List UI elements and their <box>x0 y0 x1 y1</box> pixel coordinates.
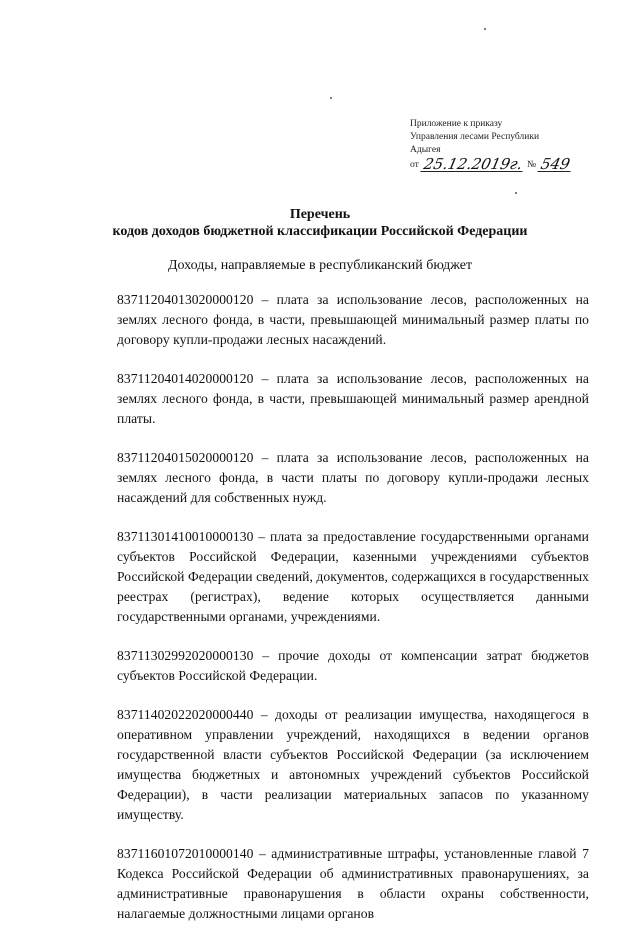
document-title-subtitle: кодов доходов бюджетной классификации Российской Федерации <box>112 224 528 239</box>
annex-date-number <box>410 157 610 172</box>
list-item: 83711204013020000120 – плата за использование лесов, расположенных на землях лесного фонда, в части, превышающей минимальный размер платы по договору купли-продажи лесных насаждений. <box>117 292 589 347</box>
list-item: 83711204014020000120 – плата за использование лесов, расположенных на землях лесного фонда, в части, превышающей минимальный размер арендной платы. <box>117 371 589 426</box>
document-title: Перечень <box>289 207 351 222</box>
revenue-code-list <box>117 290 589 943</box>
list-item: 83711204015020000120 – плата за использование лесов, расположенных на землях лесного фонда, в части платы по договору купли-продажи лесных насаждений для собственных нужд. <box>117 450 589 505</box>
list-item: 83711402022020000440 – доходы от реализации имущества, находящегося в оперативном управлении учреждений, находящихся в ведении органов государственной власти субъектов Российской Федерации (за исключением имущества бюджетных и автономных учреждений субъектов Российской Федерации), в части реализации материальных запасов по указанному имуществу. <box>117 707 589 822</box>
list-item: 83711302992020000130 – прочие доходы от компенсации затрат бюджетов субъектов Российской Федерации. <box>117 648 589 683</box>
annex-reference-block <box>410 118 610 172</box>
scan-speck <box>515 192 517 194</box>
list-item: 83711601072010000140 – административные штрафы, установленные главой 7 Кодекса Российской Федерации об административных правонарушениях, за административные правонарушения в области охраны собственности, налагаемые должностными лицами органов <box>117 846 589 921</box>
annex-line-3: Адыгея <box>410 145 441 155</box>
annex-line-2: Управления лесами Республики <box>410 132 540 142</box>
handwritten-number: 549 <box>539 155 572 173</box>
section-heading: Доходы, направляемые в республиканский бюджет <box>167 258 473 273</box>
annex-line-1: Приложение к приказу <box>410 119 503 129</box>
date-prefix: от <box>410 160 419 170</box>
list-item: 83711301410010000130 – плата за предоставление государственными органами субъектов Российской Федерации, казенными учреждениями субъектов Российской Федерации сведений, документов, содержащихся в государственных реестрах (регистрах), ведение которых осуществляется данными государственными органами, учреждениями. <box>117 529 589 624</box>
scan-speck <box>330 97 332 99</box>
scan-speck <box>484 28 486 30</box>
handwritten-date: 25.12.2019г. <box>421 155 525 173</box>
number-prefix: № <box>527 160 537 170</box>
